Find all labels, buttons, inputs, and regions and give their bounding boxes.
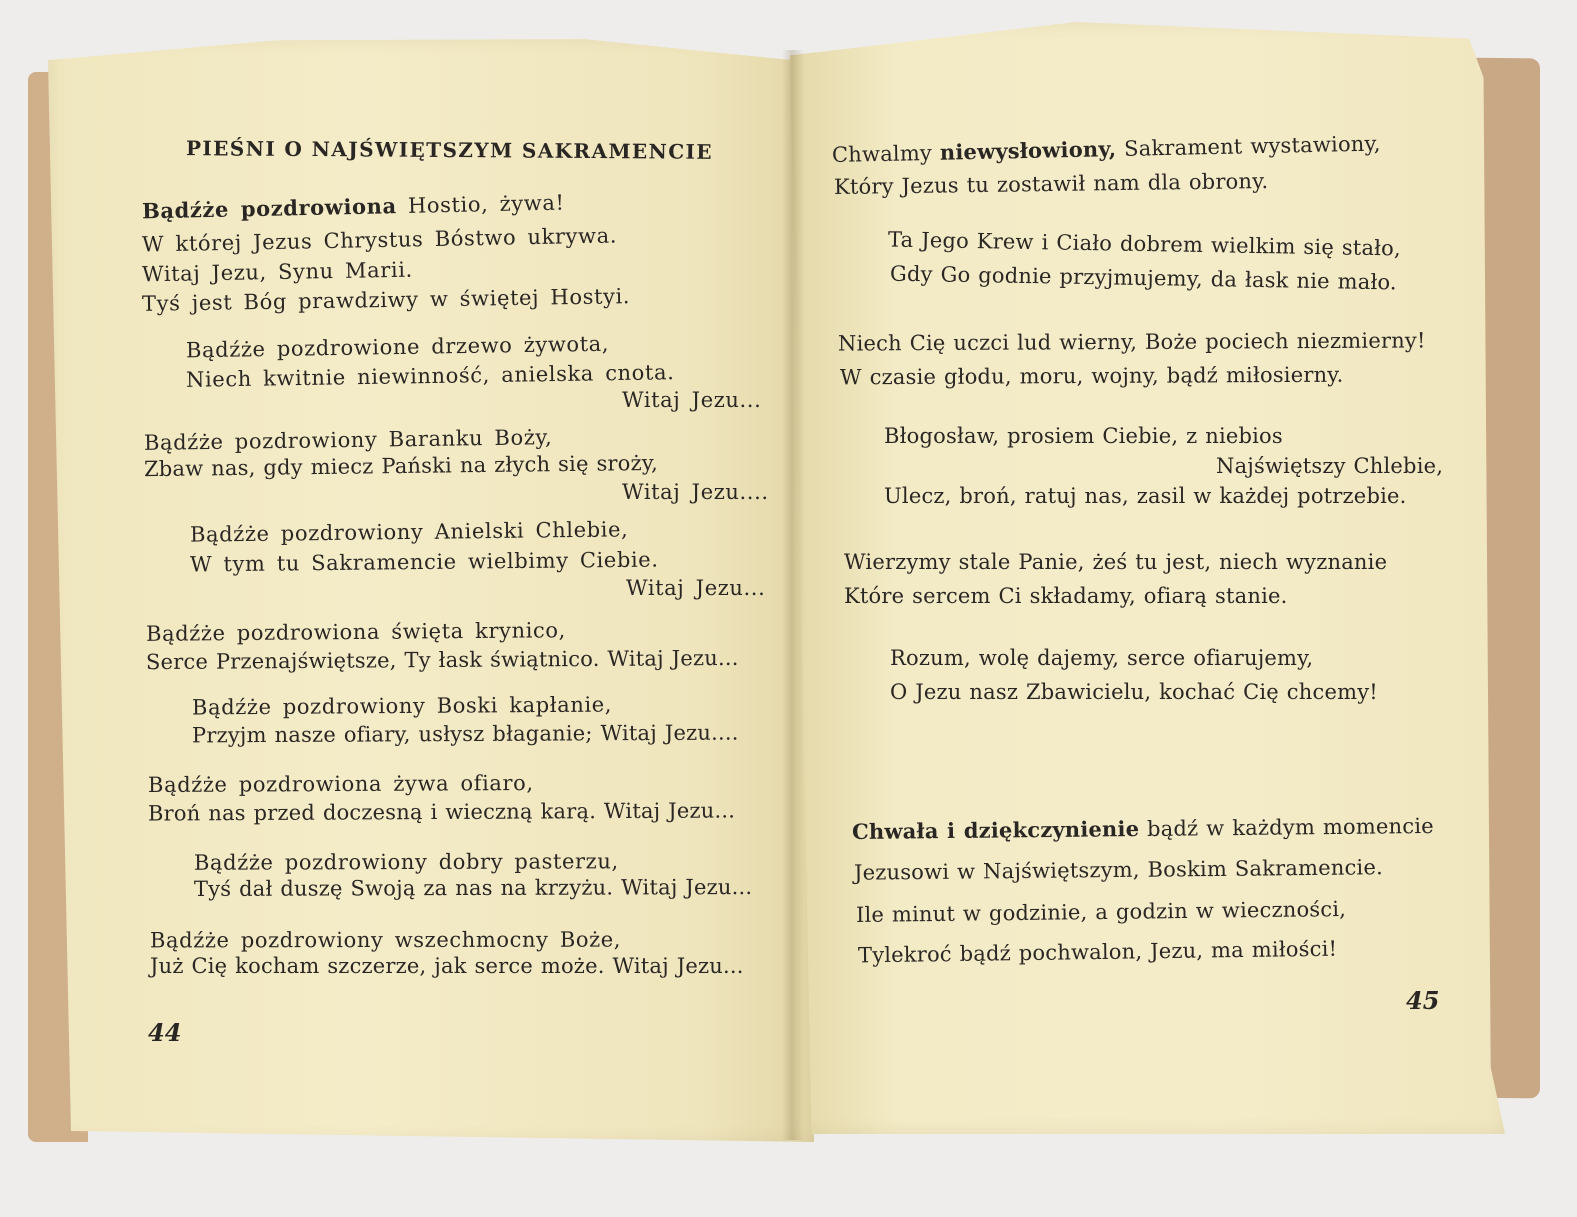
text-line: Bądźże pozdrowiona żywa ofiaro, <box>147 770 534 798</box>
page-title: PIEŚNI O NAJŚWIĘTSZYM SAKRAMENCIE <box>185 136 714 164</box>
text-line: Witaj Jezu, Synu Marii. <box>141 257 414 287</box>
refrain: Witaj Jezu.... <box>622 480 769 504</box>
text-line: Bądźże pozdrowiony Anielski Chlebie, <box>189 517 629 547</box>
page-number-right: 45 <box>1406 986 1440 1015</box>
refrain: Witaj Jezu... <box>626 576 766 600</box>
text-line: Ta Jego Krew i Ciało dobrem wielkim się stało, <box>887 227 1402 261</box>
text-line: O Jezu nasz Zbawicielu, kochać Cię chcemy! <box>890 680 1378 704</box>
text-line: Niech Cię uczci lud wierny, Boże pociech niezmierny! <box>837 328 1426 356</box>
text-line: Jezusowi w Najświętszym, Boskim Sakramencie. <box>853 855 1384 885</box>
text-line: Który Jezus tu zostawił nam dla obrony. <box>833 168 1269 200</box>
text-line: Zbaw nas, gdy miecz Pański na złych się sroży, <box>143 450 659 482</box>
text-line: Tylekroć bądź pochwalon, Jezu, ma miłości! <box>857 936 1338 968</box>
text-line: W tym tu Sakramencie wielbimy Ciebie. <box>189 547 659 577</box>
text-line: W czasie głodu, moru, wojny, bądź miłosierny. <box>839 362 1344 390</box>
text-line: Tyś jest Bóg prawdziwy w świętej Hostyi. <box>141 284 631 316</box>
text-line: Rozum, wolę dajemy, serce ofiarujemy, <box>890 646 1314 670</box>
bold-text: niewysłowiony, <box>939 136 1117 165</box>
text-line: Niech kwitnie niewinność, anielska cnota. <box>185 360 675 392</box>
text-span: Sakrament wystawiony, <box>1123 131 1381 161</box>
text-span: Chwalmy <box>831 140 933 167</box>
text-line: Bądźże pozdrowiony Baranku Boży, <box>143 425 553 455</box>
text-line: Broń nas przed doczesną i wieczną karą. Witaj Jezu... <box>147 798 736 826</box>
text-line: Błogosław, prosiem Ciebie, z niebios <box>884 424 1283 448</box>
book-gutter <box>782 50 804 1140</box>
text-line: W której Jezus Chrystus Bóstwo ukrywa. <box>141 223 618 257</box>
text-line: Tyś dał duszę Swoją za nas na krzyżu. Witaj Jezu... <box>193 875 753 901</box>
page-number-left: 44 <box>148 1018 182 1047</box>
text-line: Już Cię kocham szczerze, jak serce może. Witaj Jezu... <box>150 954 744 978</box>
text-line: Gdy Go godnie przyjmujemy, da łask nie mało. <box>889 261 1398 295</box>
text-line: Bądźże pozdrowiony dobry pasterzu, <box>193 849 619 875</box>
text-line: Bądźże pozdrowiona święta krynico, <box>145 618 566 646</box>
text-line: Bądźże pozdrowiony Boski kapłanie, <box>191 692 613 720</box>
text-line: Wierzymy stale Panie, żeś tu jest, niech wyznanie <box>844 550 1388 574</box>
text-line: Serce Przenajświętsze, Ty łask świątnico. Witaj Jezu... <box>145 645 739 675</box>
text-span: Hostio, żywa! <box>407 190 565 218</box>
text-line: Które sercem Ci składamy, ofiarą stanie. <box>844 584 1288 608</box>
text-line: Bądźże pozdrowiony wszechmocny Boże, <box>149 927 622 953</box>
text-line: Ulecz, broń, ratuj nas, zasil w każdej potrzebie. <box>884 484 1407 508</box>
refrain: Witaj Jezu... <box>622 388 762 412</box>
bold-text: Chwała i dziękczynienie <box>851 816 1140 845</box>
text-line: Ile minut w godzinie, a godzin w wieczności, <box>855 897 1347 927</box>
text-span: bądź w każdym momencie <box>1146 813 1434 841</box>
text-line: Najświętszy Chlebie, <box>1216 454 1444 478</box>
text-line: Bądźże pozdrowione drzewo żywota, <box>185 331 610 363</box>
text-line: Przyjm nasze ofiary, usłysz błaganie; Witaj Jezu.... <box>191 720 739 748</box>
bold-text: Bądźże pozdrowiona <box>141 193 397 224</box>
